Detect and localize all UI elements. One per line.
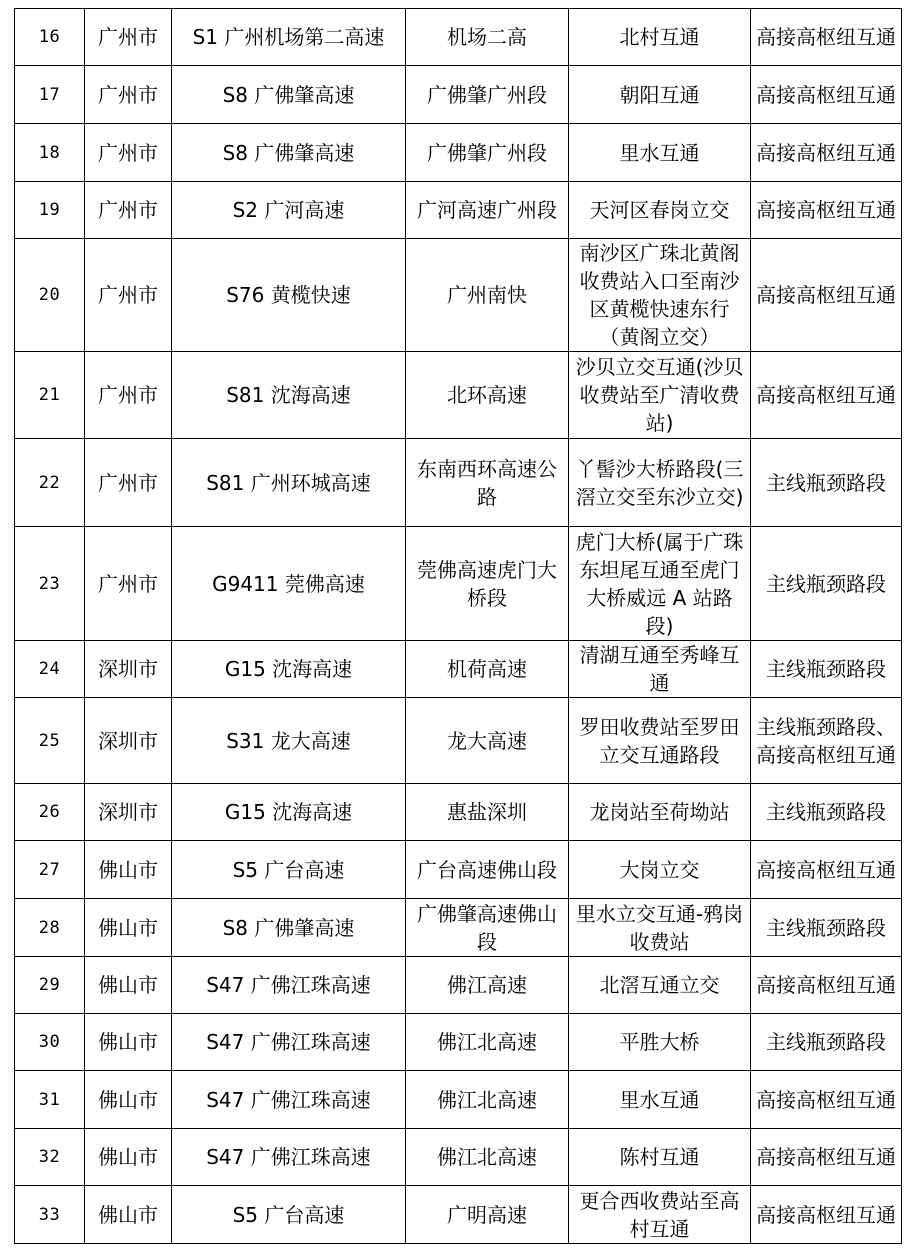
city-cell: 广州市 xyxy=(85,66,172,124)
row-number-cell: 17 xyxy=(15,66,85,124)
row-number-cell: 23 xyxy=(15,527,85,641)
table-row xyxy=(15,784,902,841)
row-number-cell: 31 xyxy=(15,1071,85,1129)
node-type-cell: 高接高枢纽互通 xyxy=(751,9,902,66)
section-cell: 龙大高速 xyxy=(406,698,569,784)
city-cell: 深圳市 xyxy=(85,784,172,841)
city-cell: 深圳市 xyxy=(85,698,172,784)
row-number-cell: 20 xyxy=(15,239,85,352)
table-row xyxy=(15,698,902,784)
city-cell: 广州市 xyxy=(85,124,172,182)
node-type-cell: 主线瓶颈路段、高接高枢纽互通 xyxy=(751,698,902,784)
road-name-cell: S81 沈海高速 xyxy=(172,352,406,439)
city-cell: 佛山市 xyxy=(85,957,172,1014)
section-cell: 广佛肇广州段 xyxy=(406,66,569,124)
table-row xyxy=(15,1129,902,1186)
table-row xyxy=(15,9,902,66)
city-cell: 佛山市 xyxy=(85,841,172,899)
road-name-cell: S47 广佛江珠高速 xyxy=(172,1014,406,1071)
road-name-cell: G15 沈海高速 xyxy=(172,784,406,841)
row-number-cell: 30 xyxy=(15,1014,85,1071)
road-name-cell: S47 广佛江珠高速 xyxy=(172,957,406,1014)
city-cell: 佛山市 xyxy=(85,1186,172,1244)
row-number-cell: 33 xyxy=(15,1186,85,1244)
row-number-cell: 28 xyxy=(15,899,85,957)
table-row xyxy=(15,1186,902,1244)
section-cell: 机荷高速 xyxy=(406,641,569,698)
table-row xyxy=(15,1071,902,1129)
city-cell: 广州市 xyxy=(85,527,172,641)
location-cell: 平胜大桥 xyxy=(569,1014,751,1071)
road-name-cell: G15 沈海高速 xyxy=(172,641,406,698)
location-cell: 沙贝立交互通(沙贝收费站至广清收费站) xyxy=(569,352,751,439)
location-cell: 陈村互通 xyxy=(569,1129,751,1186)
location-cell: 北滘互通立交 xyxy=(569,957,751,1014)
section-cell: 广佛肇广州段 xyxy=(406,124,569,182)
location-cell: 罗田收费站至罗田立交互通路段 xyxy=(569,698,751,784)
node-type-cell: 主线瓶颈路段 xyxy=(751,527,902,641)
row-number-cell: 25 xyxy=(15,698,85,784)
table-row xyxy=(15,527,902,641)
location-cell: 南沙区广珠北黄阁收费站入口至南沙区黄榄快速东行（黄阁立交） xyxy=(569,239,751,352)
section-cell: 广州南快 xyxy=(406,239,569,352)
row-number-cell: 27 xyxy=(15,841,85,899)
road-name-cell: S81 广州环城高速 xyxy=(172,439,406,527)
city-cell: 佛山市 xyxy=(85,1071,172,1129)
city-cell: 广州市 xyxy=(85,182,172,239)
table-row xyxy=(15,239,902,352)
node-type-cell: 高接高枢纽互通 xyxy=(751,182,902,239)
location-cell: 朝阳互通 xyxy=(569,66,751,124)
location-cell: 清湖互通至秀峰互通 xyxy=(569,641,751,698)
road-name-cell: G9411 莞佛高速 xyxy=(172,527,406,641)
road-name-cell: S31 龙大高速 xyxy=(172,698,406,784)
table-row xyxy=(15,66,902,124)
section-cell: 佛江北高速 xyxy=(406,1014,569,1071)
node-type-cell: 主线瓶颈路段 xyxy=(751,784,902,841)
row-number-cell: 29 xyxy=(15,957,85,1014)
city-cell: 广州市 xyxy=(85,352,172,439)
node-type-cell: 高接高枢纽互通 xyxy=(751,124,902,182)
node-type-cell: 高接高枢纽互通 xyxy=(751,1071,902,1129)
table-row xyxy=(15,182,902,239)
road-name-cell: S5 广台高速 xyxy=(172,841,406,899)
row-number-cell: 24 xyxy=(15,641,85,698)
location-cell: 里水互通 xyxy=(569,124,751,182)
node-type-cell: 高接高枢纽互通 xyxy=(751,352,902,439)
table-container xyxy=(14,8,902,1244)
location-cell: 丫髻沙大桥路段(三滘立交至东沙立交) xyxy=(569,439,751,527)
section-cell: 莞佛高速虎门大桥段 xyxy=(406,527,569,641)
location-cell: 更合西收费站至高村互通 xyxy=(569,1186,751,1244)
node-type-cell: 高接高枢纽互通 xyxy=(751,1186,902,1244)
row-number-cell: 19 xyxy=(15,182,85,239)
city-cell: 广州市 xyxy=(85,239,172,352)
section-cell: 广佛肇高速佛山段 xyxy=(406,899,569,957)
road-name-cell: S2 广河高速 xyxy=(172,182,406,239)
road-name-cell: S8 广佛肇高速 xyxy=(172,124,406,182)
section-cell: 广台高速佛山段 xyxy=(406,841,569,899)
road-name-cell: S8 广佛肇高速 xyxy=(172,899,406,957)
section-cell: 北环高速 xyxy=(406,352,569,439)
section-cell: 惠盐深圳 xyxy=(406,784,569,841)
location-cell: 里水互通 xyxy=(569,1071,751,1129)
row-number-cell: 26 xyxy=(15,784,85,841)
road-name-cell: S76 黄榄快速 xyxy=(172,239,406,352)
table-row xyxy=(15,352,902,439)
node-type-cell: 高接高枢纽互通 xyxy=(751,957,902,1014)
city-cell: 佛山市 xyxy=(85,1129,172,1186)
location-cell: 大岗立交 xyxy=(569,841,751,899)
congestion-points-table xyxy=(14,8,902,1244)
table-row xyxy=(15,957,902,1014)
table-row xyxy=(15,439,902,527)
table-row xyxy=(15,124,902,182)
city-cell: 广州市 xyxy=(85,439,172,527)
location-cell: 龙岗站至荷坳站 xyxy=(569,784,751,841)
node-type-cell: 主线瓶颈路段 xyxy=(751,439,902,527)
table-row xyxy=(15,1014,902,1071)
node-type-cell: 高接高枢纽互通 xyxy=(751,1129,902,1186)
road-name-cell: S47 广佛江珠高速 xyxy=(172,1071,406,1129)
table-body xyxy=(15,9,902,1244)
section-cell: 佛江北高速 xyxy=(406,1071,569,1129)
section-cell: 佛江高速 xyxy=(406,957,569,1014)
location-cell: 虎门大桥(属于广珠东坦尾互通至虎门大桥威远 A 站路段) xyxy=(569,527,751,641)
location-cell: 天河区春岗立交 xyxy=(569,182,751,239)
section-cell: 广河高速广州段 xyxy=(406,182,569,239)
location-cell: 北村互通 xyxy=(569,9,751,66)
row-number-cell: 22 xyxy=(15,439,85,527)
node-type-cell: 主线瓶颈路段 xyxy=(751,641,902,698)
node-type-cell: 高接高枢纽互通 xyxy=(751,239,902,352)
section-cell: 佛江北高速 xyxy=(406,1129,569,1186)
row-number-cell: 32 xyxy=(15,1129,85,1186)
road-name-cell: S5 广台高速 xyxy=(172,1186,406,1244)
city-cell: 深圳市 xyxy=(85,641,172,698)
road-name-cell: S8 广佛肇高速 xyxy=(172,66,406,124)
city-cell: 佛山市 xyxy=(85,1014,172,1071)
road-name-cell: S47 广佛江珠高速 xyxy=(172,1129,406,1186)
section-cell: 东南西环高速公路 xyxy=(406,439,569,527)
node-type-cell: 高接高枢纽互通 xyxy=(751,66,902,124)
node-type-cell: 高接高枢纽互通 xyxy=(751,841,902,899)
node-type-cell: 主线瓶颈路段 xyxy=(751,1014,902,1071)
section-cell: 机场二高 xyxy=(406,9,569,66)
table-row xyxy=(15,899,902,957)
city-cell: 广州市 xyxy=(85,9,172,66)
road-name-cell: S1 广州机场第二高速 xyxy=(172,9,406,66)
row-number-cell: 21 xyxy=(15,352,85,439)
city-cell: 佛山市 xyxy=(85,899,172,957)
table-row xyxy=(15,841,902,899)
location-cell: 里水立交互通-鸦岗收费站 xyxy=(569,899,751,957)
row-number-cell: 18 xyxy=(15,124,85,182)
node-type-cell: 主线瓶颈路段 xyxy=(751,899,902,957)
section-cell: 广明高速 xyxy=(406,1186,569,1244)
table-row xyxy=(15,641,902,698)
row-number-cell: 16 xyxy=(15,9,85,66)
